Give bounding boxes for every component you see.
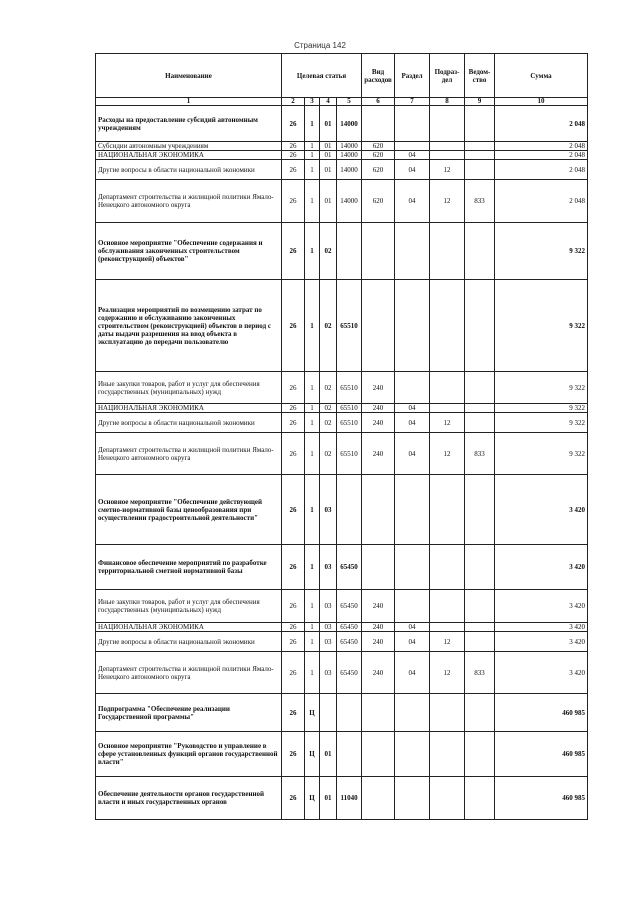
row-code-cell: 240 xyxy=(362,433,395,475)
row-name-cell: Основное мероприятие "Обеспечение действующей сметно-нормативной базы ценообразования при осуществлении градостроительной деятельности" xyxy=(96,475,282,545)
row-code-cell: 26 xyxy=(282,652,305,694)
row-code-cell xyxy=(430,777,465,820)
row-code-cell xyxy=(337,475,362,545)
row-code-cell: 240 xyxy=(362,590,395,623)
row-code-cell: 02 xyxy=(320,280,337,372)
row-code-cell: 1 xyxy=(305,475,320,545)
row-code-cell: 240 xyxy=(362,413,395,433)
row-code-cell xyxy=(430,732,465,777)
row-code-cell: 11040 xyxy=(337,777,362,820)
row-code-cell: 03 xyxy=(320,652,337,694)
row-code-cell xyxy=(362,777,395,820)
row-code-cell: 04 xyxy=(395,413,430,433)
row-name-cell: Другие вопросы в области национальной экономики xyxy=(96,632,282,652)
table-row xyxy=(96,623,588,632)
row-code-cell xyxy=(362,223,395,280)
row-code-cell xyxy=(395,106,430,142)
row-sum-cell: 3 420 xyxy=(495,475,588,545)
row-sum-cell: 460 985 xyxy=(495,732,588,777)
row-code-cell: 65510 xyxy=(337,404,362,413)
row-code-cell: 26 xyxy=(282,142,305,151)
row-code-cell: 1 xyxy=(305,142,320,151)
row-code-cell: 65510 xyxy=(337,433,362,475)
row-code-cell xyxy=(337,223,362,280)
row-code-cell: 1 xyxy=(305,433,320,475)
row-code-cell: 26 xyxy=(282,372,305,404)
row-code-cell: 26 xyxy=(282,623,305,632)
row-code-cell xyxy=(465,545,495,590)
row-code-cell: 14000 xyxy=(337,106,362,142)
row-code-cell: 01 xyxy=(320,151,337,160)
row-code-cell: 620 xyxy=(362,151,395,160)
row-code-cell: 1 xyxy=(305,106,320,142)
row-name-cell: Департамент строительства и жилищной политики Ямало-Ненецкого автономного округа xyxy=(96,652,282,694)
row-code-cell: 65510 xyxy=(337,413,362,433)
row-code-cell xyxy=(465,404,495,413)
row-code-cell xyxy=(465,694,495,732)
row-code-cell: 833 xyxy=(465,180,495,223)
row-name-cell: Подпрограмма "Обеспечение реализации Государственной программы" xyxy=(96,694,282,732)
row-name-cell: Расходы на предоставление субсидий автономным учреждениям xyxy=(96,106,282,142)
row-code-cell: 02 xyxy=(320,404,337,413)
row-code-cell: 26 xyxy=(282,694,305,732)
row-code-cell: 02 xyxy=(320,433,337,475)
row-sum-cell: 2 048 xyxy=(495,106,588,142)
row-code-cell: 03 xyxy=(320,475,337,545)
row-code-cell: 26 xyxy=(282,777,305,820)
row-code-cell xyxy=(337,732,362,777)
header-row xyxy=(96,54,588,98)
row-code-cell xyxy=(465,280,495,372)
row-name-cell: Обеспечение деятельности органов государственной власти и иных государственных органов xyxy=(96,777,282,820)
row-code-cell xyxy=(362,280,395,372)
row-name-cell: Основное мероприятие "Руководство и управление в сфере установленных функций органов государственной власти" xyxy=(96,732,282,777)
row-code-cell: 26 xyxy=(282,590,305,623)
row-code-cell xyxy=(362,475,395,545)
row-code-cell: 04 xyxy=(395,160,430,180)
row-code-cell: 620 xyxy=(362,160,395,180)
row-code-cell xyxy=(395,280,430,372)
row-code-cell xyxy=(465,475,495,545)
row-code-cell: 620 xyxy=(362,180,395,223)
row-code-cell: 26 xyxy=(282,280,305,372)
table-row xyxy=(96,475,588,545)
header-podrazdel: Подраз-дел xyxy=(430,54,465,98)
row-code-cell xyxy=(430,545,465,590)
row-code-cell: 26 xyxy=(282,433,305,475)
row-code-cell: 14000 xyxy=(337,180,362,223)
row-code-cell: 26 xyxy=(282,404,305,413)
row-code-cell xyxy=(465,223,495,280)
row-code-cell: 26 xyxy=(282,632,305,652)
row-code-cell xyxy=(465,623,495,632)
row-code-cell: 14000 xyxy=(337,151,362,160)
row-code-cell: 620 xyxy=(362,142,395,151)
row-code-cell: 26 xyxy=(282,223,305,280)
row-code-cell: 12 xyxy=(430,180,465,223)
row-code-cell xyxy=(430,142,465,151)
table-row xyxy=(96,160,588,180)
row-code-cell xyxy=(395,732,430,777)
row-code-cell: 1 xyxy=(305,160,320,180)
col-num: 10 xyxy=(495,98,588,106)
header-vedomstvo: Ведом-ство xyxy=(465,54,495,98)
row-code-cell: 12 xyxy=(430,413,465,433)
row-code-cell xyxy=(430,475,465,545)
row-code-cell: 02 xyxy=(320,223,337,280)
row-code-cell: 26 xyxy=(282,413,305,433)
table-row xyxy=(96,180,588,223)
row-name-cell: Другие вопросы в области национальной экономики xyxy=(96,160,282,180)
row-code-cell: 240 xyxy=(362,623,395,632)
row-code-cell: 01 xyxy=(320,106,337,142)
row-name-cell: Финансовое обеспечение мероприятий по разработке территориальной сметной нормативной базы xyxy=(96,545,282,590)
row-name-cell: Департамент строительства и жилищной политики Ямало-Ненецкого автономного округа xyxy=(96,180,282,223)
row-code-cell: Ц xyxy=(305,694,320,732)
row-code-cell: 1 xyxy=(305,632,320,652)
row-code-cell: 1 xyxy=(305,151,320,160)
col-num: 4 xyxy=(320,98,337,106)
table-body xyxy=(96,106,588,820)
table-row xyxy=(96,223,588,280)
row-code-cell: 03 xyxy=(320,632,337,652)
row-code-cell xyxy=(465,151,495,160)
row-code-cell xyxy=(430,106,465,142)
table-row xyxy=(96,632,588,652)
row-code-cell: 02 xyxy=(320,413,337,433)
row-sum-cell: 460 985 xyxy=(495,777,588,820)
col-num: 6 xyxy=(362,98,395,106)
row-code-cell: 26 xyxy=(282,732,305,777)
row-code-cell xyxy=(320,694,337,732)
row-code-cell: 03 xyxy=(320,590,337,623)
row-sum-cell: 3 420 xyxy=(495,623,588,632)
row-code-cell: 03 xyxy=(320,545,337,590)
row-code-cell: 1 xyxy=(305,652,320,694)
row-code-cell xyxy=(430,590,465,623)
row-code-cell: 12 xyxy=(430,632,465,652)
row-code-cell: 12 xyxy=(430,160,465,180)
row-sum-cell: 3 420 xyxy=(495,545,588,590)
row-code-cell: 12 xyxy=(430,652,465,694)
row-code-cell: 1 xyxy=(305,545,320,590)
row-code-cell: 04 xyxy=(395,404,430,413)
row-sum-cell: 3 420 xyxy=(495,652,588,694)
row-code-cell: 65450 xyxy=(337,545,362,590)
header-razdel: Раздел xyxy=(395,54,430,98)
row-code-cell: 1 xyxy=(305,623,320,632)
table-row xyxy=(96,151,588,160)
header-target: Целевая статья xyxy=(282,54,362,98)
row-code-cell: 04 xyxy=(395,623,430,632)
row-name-cell: Основное мероприятие "Обеспечение содержания и обслуживания законченных строительством (реконструкцией) объектов" xyxy=(96,223,282,280)
table-row xyxy=(96,433,588,475)
row-name-cell: Реализация мероприятий по возмещению затрат по содержанию и обслуживанию законченных строительством (реконструкцией) объектов в период с даты выдачи разрешения на ввод объекта в эксплуатацию до передачи пользователю xyxy=(96,280,282,372)
col-num: 3 xyxy=(305,98,320,106)
row-code-cell xyxy=(430,372,465,404)
row-code-cell xyxy=(395,777,430,820)
row-code-cell: 833 xyxy=(465,433,495,475)
row-code-cell: 1 xyxy=(305,280,320,372)
row-code-cell: 14000 xyxy=(337,160,362,180)
row-code-cell: 26 xyxy=(282,106,305,142)
row-code-cell: 65450 xyxy=(337,623,362,632)
row-sum-cell: 3 420 xyxy=(495,590,588,623)
row-code-cell xyxy=(465,160,495,180)
row-code-cell: 1 xyxy=(305,223,320,280)
row-sum-cell: 9 322 xyxy=(495,372,588,404)
header-vid: Вид расходов xyxy=(362,54,395,98)
row-code-cell xyxy=(465,732,495,777)
budget-table xyxy=(95,53,588,820)
row-code-cell: 833 xyxy=(465,652,495,694)
row-code-cell: 26 xyxy=(282,475,305,545)
row-code-cell xyxy=(465,142,495,151)
col-num: 2 xyxy=(282,98,305,106)
row-code-cell xyxy=(395,142,430,151)
row-code-cell: 01 xyxy=(320,142,337,151)
table-row xyxy=(96,372,588,404)
row-code-cell: 26 xyxy=(282,545,305,590)
row-sum-cell: 2 048 xyxy=(495,180,588,223)
row-code-cell xyxy=(465,777,495,820)
row-code-cell: 26 xyxy=(282,151,305,160)
row-sum-cell: 9 322 xyxy=(495,223,588,280)
row-code-cell xyxy=(395,545,430,590)
row-code-cell: 1 xyxy=(305,590,320,623)
row-code-cell: 65450 xyxy=(337,590,362,623)
row-name-cell: НАЦИОНАЛЬНАЯ ЭКОНОМИКА xyxy=(96,151,282,160)
row-name-cell: Субсидии автономным учреждениям xyxy=(96,142,282,151)
row-code-cell xyxy=(465,372,495,404)
row-code-cell xyxy=(362,732,395,777)
row-code-cell: 1 xyxy=(305,413,320,433)
row-code-cell: 04 xyxy=(395,632,430,652)
row-code-cell: 12 xyxy=(430,433,465,475)
table-row xyxy=(96,280,588,372)
row-code-cell xyxy=(430,280,465,372)
header-summa: Сумма xyxy=(495,54,588,98)
row-code-cell: 02 xyxy=(320,372,337,404)
table-row xyxy=(96,545,588,590)
row-code-cell: 1 xyxy=(305,372,320,404)
row-code-cell: 240 xyxy=(362,404,395,413)
row-code-cell: 65450 xyxy=(337,632,362,652)
row-code-cell xyxy=(362,106,395,142)
row-code-cell: 240 xyxy=(362,632,395,652)
row-code-cell xyxy=(362,694,395,732)
table-row xyxy=(96,777,588,820)
row-code-cell: 01 xyxy=(320,777,337,820)
row-code-cell: 240 xyxy=(362,652,395,694)
row-code-cell xyxy=(430,694,465,732)
row-code-cell xyxy=(362,545,395,590)
row-code-cell: 26 xyxy=(282,180,305,223)
row-code-cell xyxy=(465,413,495,433)
col-num: 1 xyxy=(96,98,282,106)
row-code-cell: 14000 xyxy=(337,142,362,151)
row-name-cell: Департамент строительства и жилищной политики Ямало-Ненецкого автономного округа xyxy=(96,433,282,475)
table-row xyxy=(96,404,588,413)
row-code-cell xyxy=(465,632,495,652)
row-code-cell: 04 xyxy=(395,151,430,160)
row-sum-cell: 9 322 xyxy=(495,433,588,475)
table-row xyxy=(96,413,588,433)
row-code-cell: 04 xyxy=(395,433,430,475)
row-code-cell: 01 xyxy=(320,732,337,777)
row-code-cell xyxy=(337,694,362,732)
row-code-cell: 240 xyxy=(362,372,395,404)
table-row xyxy=(96,694,588,732)
row-sum-cell: 9 322 xyxy=(495,404,588,413)
row-sum-cell: 3 420 xyxy=(495,632,588,652)
row-sum-cell: 2 048 xyxy=(495,142,588,151)
row-code-cell xyxy=(430,623,465,632)
row-code-cell xyxy=(430,223,465,280)
row-code-cell xyxy=(395,694,430,732)
row-name-cell: Иные закупки товаров, работ и услуг для обеспечения государственных (муниципальных) нужд xyxy=(96,372,282,404)
row-code-cell: 01 xyxy=(320,160,337,180)
row-name-cell: Другие вопросы в области национальной экономики xyxy=(96,413,282,433)
row-code-cell xyxy=(395,475,430,545)
page-number: Страница 142 xyxy=(294,41,346,50)
col-num: 8 xyxy=(430,98,465,106)
table-row xyxy=(96,142,588,151)
row-code-cell xyxy=(430,404,465,413)
row-sum-cell: 2 048 xyxy=(495,151,588,160)
row-code-cell xyxy=(430,151,465,160)
row-code-cell: 1 xyxy=(305,404,320,413)
row-code-cell xyxy=(465,106,495,142)
table-row xyxy=(96,652,588,694)
row-sum-cell: 9 322 xyxy=(495,413,588,433)
row-code-cell: Ц xyxy=(305,732,320,777)
row-sum-cell: 9 322 xyxy=(495,280,588,372)
row-sum-cell: 2 048 xyxy=(495,160,588,180)
header-name: Наименование xyxy=(96,54,282,98)
row-code-cell: 65450 xyxy=(337,652,362,694)
row-code-cell xyxy=(395,590,430,623)
col-num: 7 xyxy=(395,98,430,106)
row-code-cell: 04 xyxy=(395,652,430,694)
row-code-cell: 65510 xyxy=(337,372,362,404)
col-num: 9 xyxy=(465,98,495,106)
row-name-cell: Иные закупки товаров, работ и услуг для обеспечения государственных (муниципальных) нужд xyxy=(96,590,282,623)
row-code-cell xyxy=(465,590,495,623)
row-code-cell: 01 xyxy=(320,180,337,223)
row-code-cell: 03 xyxy=(320,623,337,632)
row-name-cell: НАЦИОНАЛЬНАЯ ЭКОНОМИКА xyxy=(96,404,282,413)
row-code-cell xyxy=(395,372,430,404)
col-num: 5 xyxy=(337,98,362,106)
table-row xyxy=(96,590,588,623)
table-row xyxy=(96,106,588,142)
row-code-cell: 26 xyxy=(282,160,305,180)
row-code-cell: 65510 xyxy=(337,280,362,372)
row-code-cell xyxy=(395,223,430,280)
row-code-cell: 04 xyxy=(395,180,430,223)
row-code-cell: Ц xyxy=(305,777,320,820)
column-number-row xyxy=(96,98,588,106)
table-row xyxy=(96,732,588,777)
row-name-cell: НАЦИОНАЛЬНАЯ ЭКОНОМИКА xyxy=(96,623,282,632)
row-code-cell: 1 xyxy=(305,180,320,223)
row-sum-cell: 460 985 xyxy=(495,694,588,732)
